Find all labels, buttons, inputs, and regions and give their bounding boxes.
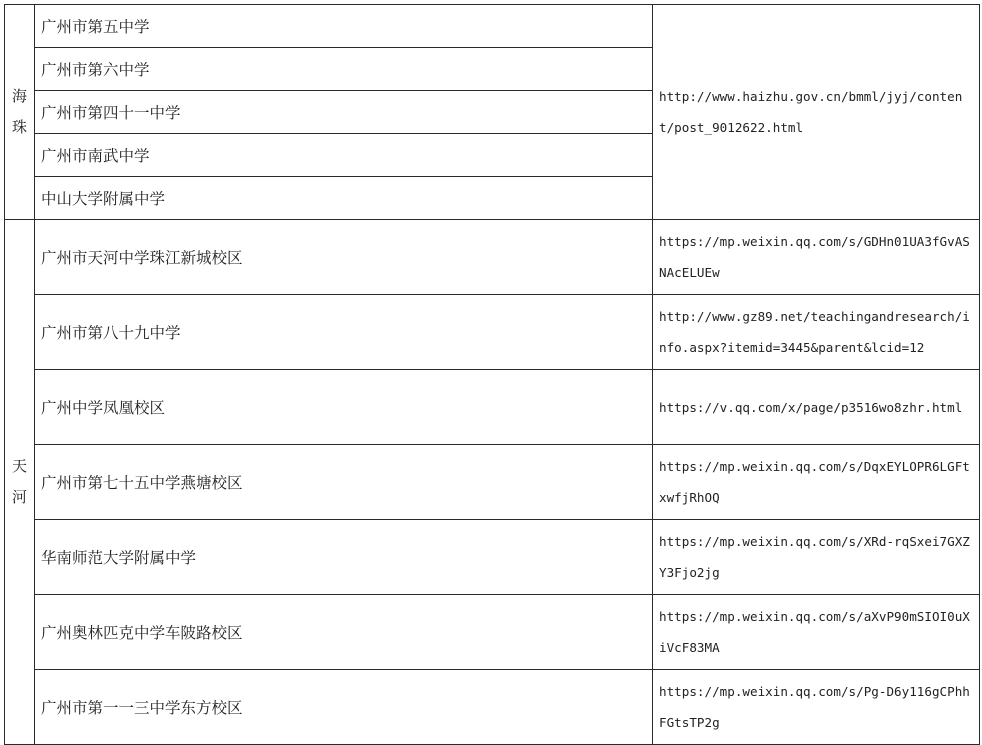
school-name: 华南师范大学附属中学 [35, 520, 653, 595]
link-cell[interactable]: http://www.gz89.net/teachingandresearch/info.aspx?itemid=3445&parent&lcid=12 [653, 295, 980, 370]
school-name: 广州市天河中学珠江新城校区 [35, 220, 653, 295]
link-cell[interactable]: https://mp.weixin.qq.com/s/DqxEYLOPR6LGFtxwfjRhOQ [653, 445, 980, 520]
table-row [5, 520, 980, 595]
district-cell-haizhu [5, 5, 35, 220]
school-name: 广州市第五中学 [35, 5, 653, 48]
district-char: 海 [11, 87, 27, 105]
school-name: 广州市南武中学 [35, 134, 653, 177]
table-row [5, 445, 980, 520]
link-cell[interactable]: https://mp.weixin.qq.com/s/XRd-rqSxei7GXZY3Fjo2jg [653, 520, 980, 595]
table-row [5, 595, 980, 670]
link-cell[interactable]: https://v.qq.com/x/page/p3516wo8zhr.html [653, 370, 980, 445]
district-char: 天 [11, 457, 27, 475]
school-name: 广州中学凤凰校区 [35, 370, 653, 445]
district-char: 珠 [11, 118, 27, 136]
school-name: 广州奥林匹克中学车陂路校区 [35, 595, 653, 670]
district-char: 河 [11, 488, 27, 506]
table-row [5, 5, 980, 48]
school-name: 中山大学附属中学 [35, 177, 653, 220]
link-cell[interactable]: https://mp.weixin.qq.com/s/Pg-D6y116gCPhhFGtsTP2g [653, 670, 980, 745]
school-name: 广州市第六中学 [35, 48, 653, 91]
link-cell[interactable]: https://mp.weixin.qq.com/s/aXvP90mSIOI0uXiVcF83MA [653, 595, 980, 670]
table-row [5, 220, 980, 295]
school-name: 广州市第四十一中学 [35, 91, 653, 134]
school-name: 广州市第一一三中学东方校区 [35, 670, 653, 745]
link-cell[interactable]: https://mp.weixin.qq.com/s/GDHn01UA3fGvASNAcELUEw [653, 220, 980, 295]
school-name: 广州市第七十五中学燕塘校区 [35, 445, 653, 520]
school-name: 广州市第八十九中学 [35, 295, 653, 370]
table-row [5, 670, 980, 745]
district-cell-tianhe [5, 220, 35, 745]
link-cell-haizhu[interactable]: http://www.haizhu.gov.cn/bmml/jyj/content/post_9012622.html [653, 5, 980, 220]
table-row [5, 370, 980, 445]
table-row [5, 295, 980, 370]
school-links-table [4, 4, 980, 745]
